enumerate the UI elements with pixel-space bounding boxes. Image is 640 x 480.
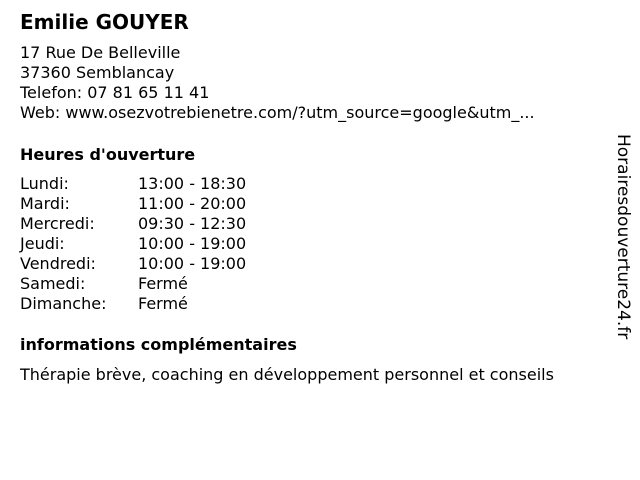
time-value: Fermé <box>138 274 188 293</box>
business-name: Emilie GOUYER <box>20 10 189 34</box>
day-label: Dimanche: <box>20 294 107 313</box>
city-postal: 37360 Semblancay <box>20 63 175 82</box>
street-address: 17 Rue De Belleville <box>20 43 181 62</box>
hours-row-wednesday <box>20 214 320 234</box>
day-label: Mardi: <box>20 194 70 213</box>
day-label: Jeudi: <box>20 234 65 253</box>
time-value: 09:30 - 12:30 <box>138 214 247 233</box>
opening-hours-heading: Heures d'ouverture <box>20 145 196 164</box>
hours-row-thursday <box>20 234 320 254</box>
website-link[interactable]: Web: www.osezvotrebienetre.com/?utm_source=google&utm_... <box>20 103 535 122</box>
contact-block <box>20 43 535 123</box>
additional-info-text: Thérapie brève, coaching en développement personnel et conseils <box>20 365 554 384</box>
additional-info-heading: informations complémentaires <box>20 335 297 354</box>
hours-row-monday <box>20 174 320 194</box>
day-label: Mercredi: <box>20 214 95 233</box>
hours-row-friday <box>20 254 320 274</box>
time-value: Fermé <box>138 294 188 313</box>
hours-row-saturday <box>20 274 320 294</box>
phone-number: Telefon: 07 81 65 11 41 <box>20 83 210 102</box>
time-value: 13:00 - 18:30 <box>138 174 247 193</box>
site-brand-watermark: Horairesdouverture24.fr <box>613 134 633 340</box>
time-value: 10:00 - 19:00 <box>138 254 247 273</box>
day-label: Lundi: <box>20 174 69 193</box>
hours-row-sunday <box>20 294 320 314</box>
hours-row-tuesday <box>20 194 320 214</box>
day-label: Vendredi: <box>20 254 96 273</box>
time-value: 11:00 - 20:00 <box>138 194 247 213</box>
day-label: Samedi: <box>20 274 86 293</box>
time-value: 10:00 - 19:00 <box>138 234 247 253</box>
opening-hours-table <box>20 174 320 314</box>
